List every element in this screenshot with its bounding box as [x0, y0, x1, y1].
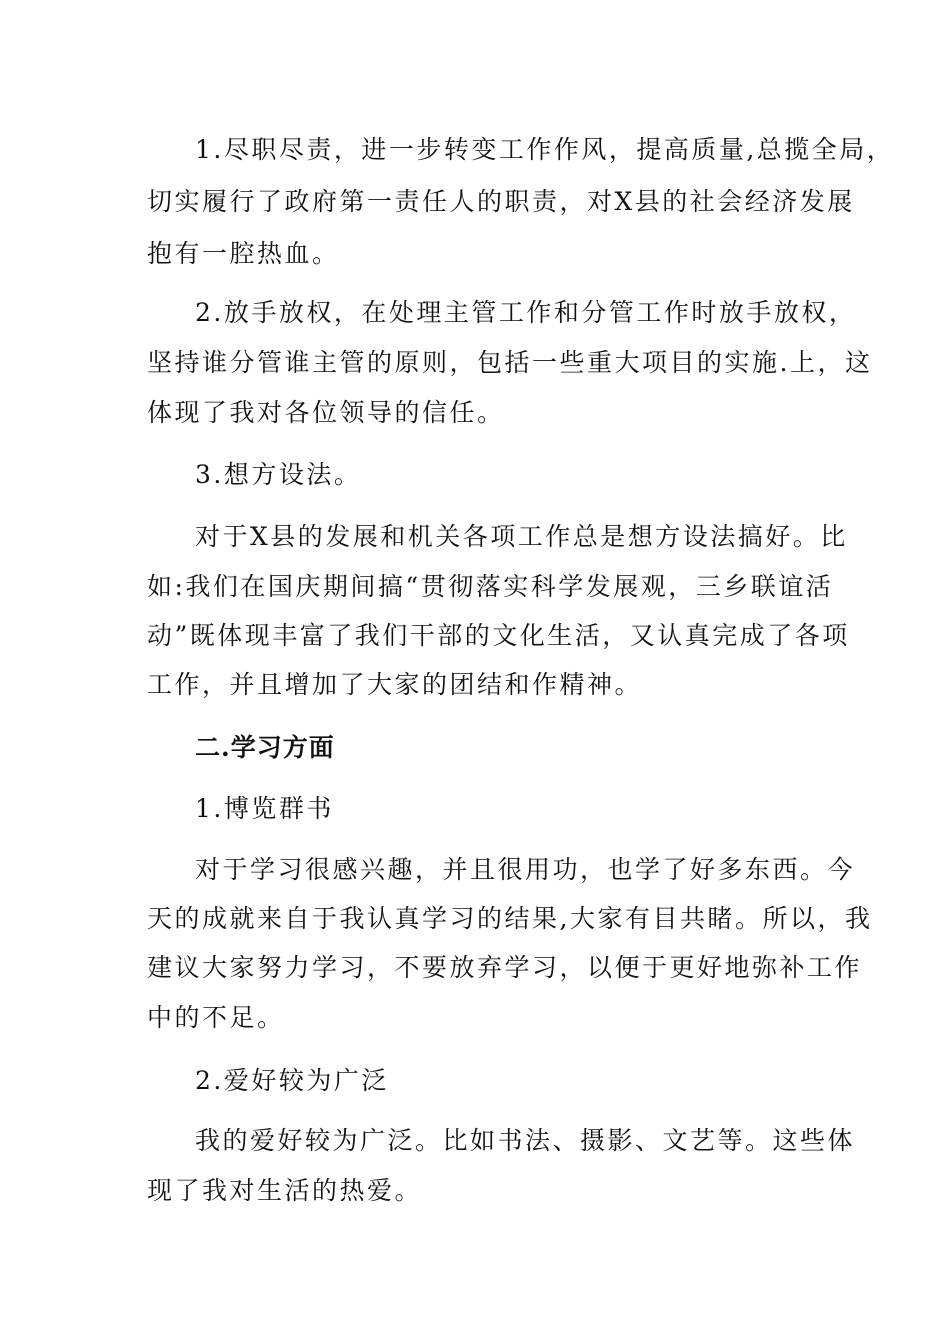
section-title: 二.学习方面	[195, 733, 335, 762]
text-line: 建议大家努力学习，不要放弃学习，以便于更好地弥补工作	[147, 953, 863, 982]
text-line: 1.博览群书	[195, 794, 334, 823]
text-line: 2.爱好较为广泛	[195, 1066, 389, 1095]
text-line: 如:我们在国庆期间搞“贯彻落实科学发展观，三乡联谊活	[147, 572, 834, 601]
text-line: 体现了我对各位领导的信任。	[147, 398, 505, 427]
text-line: 我的爱好较为广泛。比如书法、摄影、文艺等。这些体	[195, 1126, 856, 1155]
text-line: 切实履行了政府第一责任人的职责，对X县的社会经济发展	[147, 187, 855, 216]
text-line: 天的成就来自于我认真学习的结果,大家有目共睹。所以，我	[147, 904, 873, 933]
text-line: 现了我对生活的热爱。	[147, 1176, 423, 1205]
text-line: 工作，并且增加了大家的团结和作精神。	[147, 670, 643, 699]
text-line: 2.放手放权，在处理主管工作和分管工作时放手放权，	[195, 298, 857, 327]
text-line: 1.尽职尽责，进一步转变工作作风，提高质量,总揽全局，	[195, 135, 895, 164]
text-line: 对于学习很感兴趣，并且很用功，也学了好多东西。今	[195, 855, 856, 884]
text-line: 抱有一腔热血。	[147, 239, 340, 268]
text-line: 中的不足。	[147, 1003, 285, 1032]
text-line: 对于X县的发展和机关各项工作总是想方设法搞好。比	[195, 522, 848, 551]
text-line: 坚持谁分管谁主管的原则，包括一些重大项目的实施.上，这	[147, 348, 873, 377]
text-line: 3.想方设法。	[195, 460, 362, 489]
text-line: 动”既体现丰富了我们干部的文化生活，又认真完成了各项	[147, 621, 850, 650]
